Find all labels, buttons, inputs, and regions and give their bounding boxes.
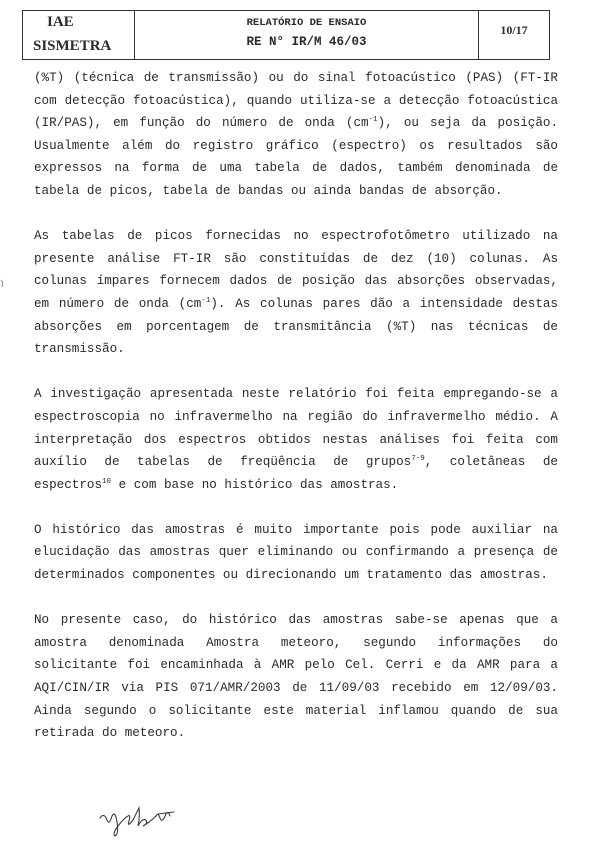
paragraph-peak-tables [34, 225, 558, 361]
report-title-cell [135, 11, 479, 59]
margin-mark [0, 278, 6, 288]
paragraph-case-history [34, 609, 558, 745]
text-run: , coletâneas de espectros [34, 455, 558, 492]
reference-superscript: 7-9 [411, 454, 425, 463]
report-header [22, 10, 550, 60]
paragraph-investigation [34, 383, 558, 496]
report-title: RELATÓRIO DE ENSAIO [246, 17, 367, 29]
superscript: -1 [201, 296, 211, 305]
superscript: -1 [368, 116, 378, 124]
text-run: O histórico das amostras é muito importante pois pode auxiliar na elucidação das amostras quer eliminando ou confirmando a presença de determinados componentes ou direcionando um tratamento das amostras. [34, 522, 558, 583]
page-number-cell [479, 11, 549, 59]
text-run: (%T) (técnica de transmissão) ou do sinal fotoacústico (PAS) (FT-IR com detecção fotoacústica), quando utiliza-se a detecção fotoacústica (IR/PAS), em função do número de onda (cm [34, 71, 558, 131]
organization-name-line2: SISMETRA [33, 38, 112, 54]
paragraph-detection-methods [34, 67, 558, 203]
text-run: e com base no histórico das amostras. [111, 477, 399, 492]
organization-cell [23, 11, 135, 59]
text-run: ), ou seja da posição. Usualmente além do registro gráfico (espectro) os resultados são expressos na forma de uma tabela de dados, também denominada de tabela de picos, tabela de bandas ou ainda bandas de absorção. [34, 116, 559, 198]
page-number: 10/17 [500, 23, 528, 37]
reference-superscript: 10 [102, 477, 112, 486]
report-body [34, 67, 558, 767]
paragraph-sample-history [34, 519, 558, 587]
text-run: ). As colunas pares dão a intensidade destas absorções em porcentagem de transmitância (%T) nas técnicas de transmissão. [34, 296, 558, 357]
report-number: RE N° IR/M 46/03 [246, 35, 367, 49]
signature-initials [98, 804, 188, 838]
text-run: As tabelas de picos fornecidas no espectrofotômetro utilizado na presente análise FT-IR são constituídas de dez (10) colunas. As colunas ímpares fornecem dados de posição das absorções observadas, em número de onda (cm [34, 229, 558, 311]
text-run: No presente caso, do histórico das amostras sabe-se apenas que a amostra denominada Amostra meteoro, segundo informações do solicitante foi encaminhada à AMR pelo Cel. Cerri e da AMR para a AQI/CIN/IR via PIS 071/AMR/2003 de 11/09/03 recebido em 12/09/03. Ainda segundo o solicitante este material inflamou quando de sua retirada do meteoro. [34, 613, 558, 741]
organization-name-line1: IAE [47, 14, 74, 30]
text-run: A investigação apresentada neste relatório foi feita empregando-se a espectroscopia no infravermelho na região do infravermelho médio. A interpretação dos espectros obtidos nestas análises foi feita com auxílio de tabelas de freqüência de grupos [34, 387, 558, 470]
